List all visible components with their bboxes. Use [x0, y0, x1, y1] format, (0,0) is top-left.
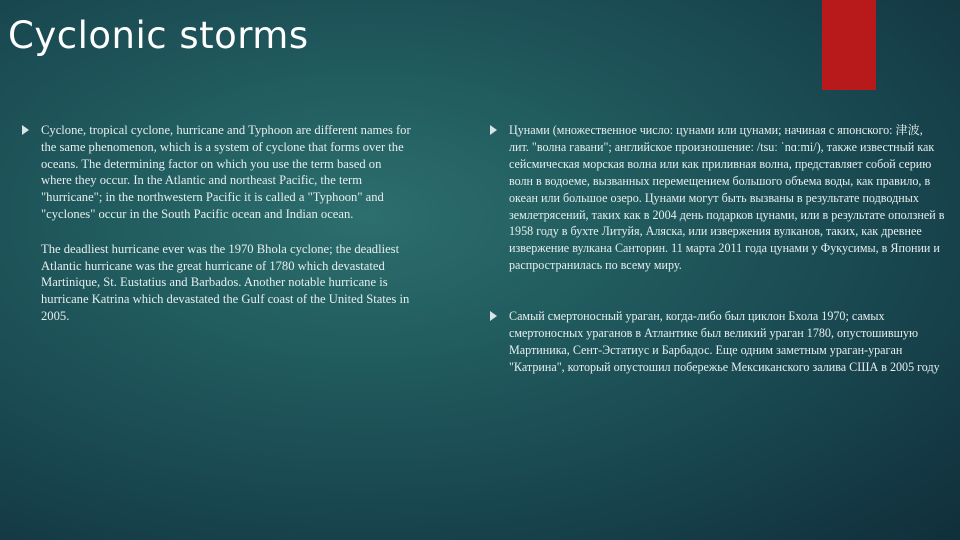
- right-column: [490, 122, 945, 376]
- triangle-bullet-icon: [22, 125, 29, 135]
- bullet-item-deadliest-russian: [490, 308, 945, 376]
- paragraph-deadliest-russian: Самый смертоносный ураган, когда-либо был циклон Бхола 1970; самых смертоносных ураганов в Атлантике был великий ураган 1780, опустошившую Мартиника, Сент-Эстатиус и Барбадос. Еще одним заметным ураган-ураган "Катрина", который опустошил побережье Мексиканского залива США в 2005 году: [509, 309, 940, 374]
- bullet-item-tsunami: [490, 122, 945, 274]
- bullet-item-english: [22, 122, 412, 325]
- triangle-bullet-icon: [490, 125, 497, 135]
- paragraph-deadliest-hurricanes: The deadliest hurricane ever was the 1970 Bhola cyclone; the deadliest Atlantic hurricane was the great hurricane of 1780 which devastated Martinique, St. Eustatius and Barbados. Another notable hurricane is hurricane Katrina which devastated the Gulf coast of the United States in 2005.: [41, 241, 410, 323]
- triangle-bullet-icon: [490, 311, 497, 321]
- slide-title: Cyclonic storms: [8, 14, 309, 57]
- red-accent-bar: [822, 0, 876, 90]
- paragraph-cyclone-names: Cyclone, tropical cyclone, hurricane and Typhoon are different names for the same phenomenon, which is a system of cyclone that forms over the oceans. The determining factor on which you use the term based on where they occur. In the Atlantic and northeast Pacific, the term "hurricane"; in the northwestern Pacific it is called a "Typhoon" and "cyclones" occur in the South Pacific ocean and Indian ocean.: [41, 123, 411, 221]
- paragraph-tsunami: Цунами (множественное число: цунами или цунами; начиная с японского: 津波, лит. "волна гавани"; английское произношение: /tsuː ˈnɑːmi/), также известный как сейсмическая морская волна или как приливная волна, представляет собой серию волн в водоеме, вызванных перемещением большого объема воды, как правило, в океан или большое озеро. Цунами могут быть вызваны в результате подводных землетрясений, таких как в 2004 день подарков цунами, или в результате оползней в 1958 году в бухте Литуйя, Аляска, или извержения вулканов, таких, как древнее извержение вулкана Санторин. 11 марта 2011 года цунами у Фукусимы, в Японии и распространилась по всему миру.: [509, 123, 945, 273]
- left-column: [22, 122, 412, 325]
